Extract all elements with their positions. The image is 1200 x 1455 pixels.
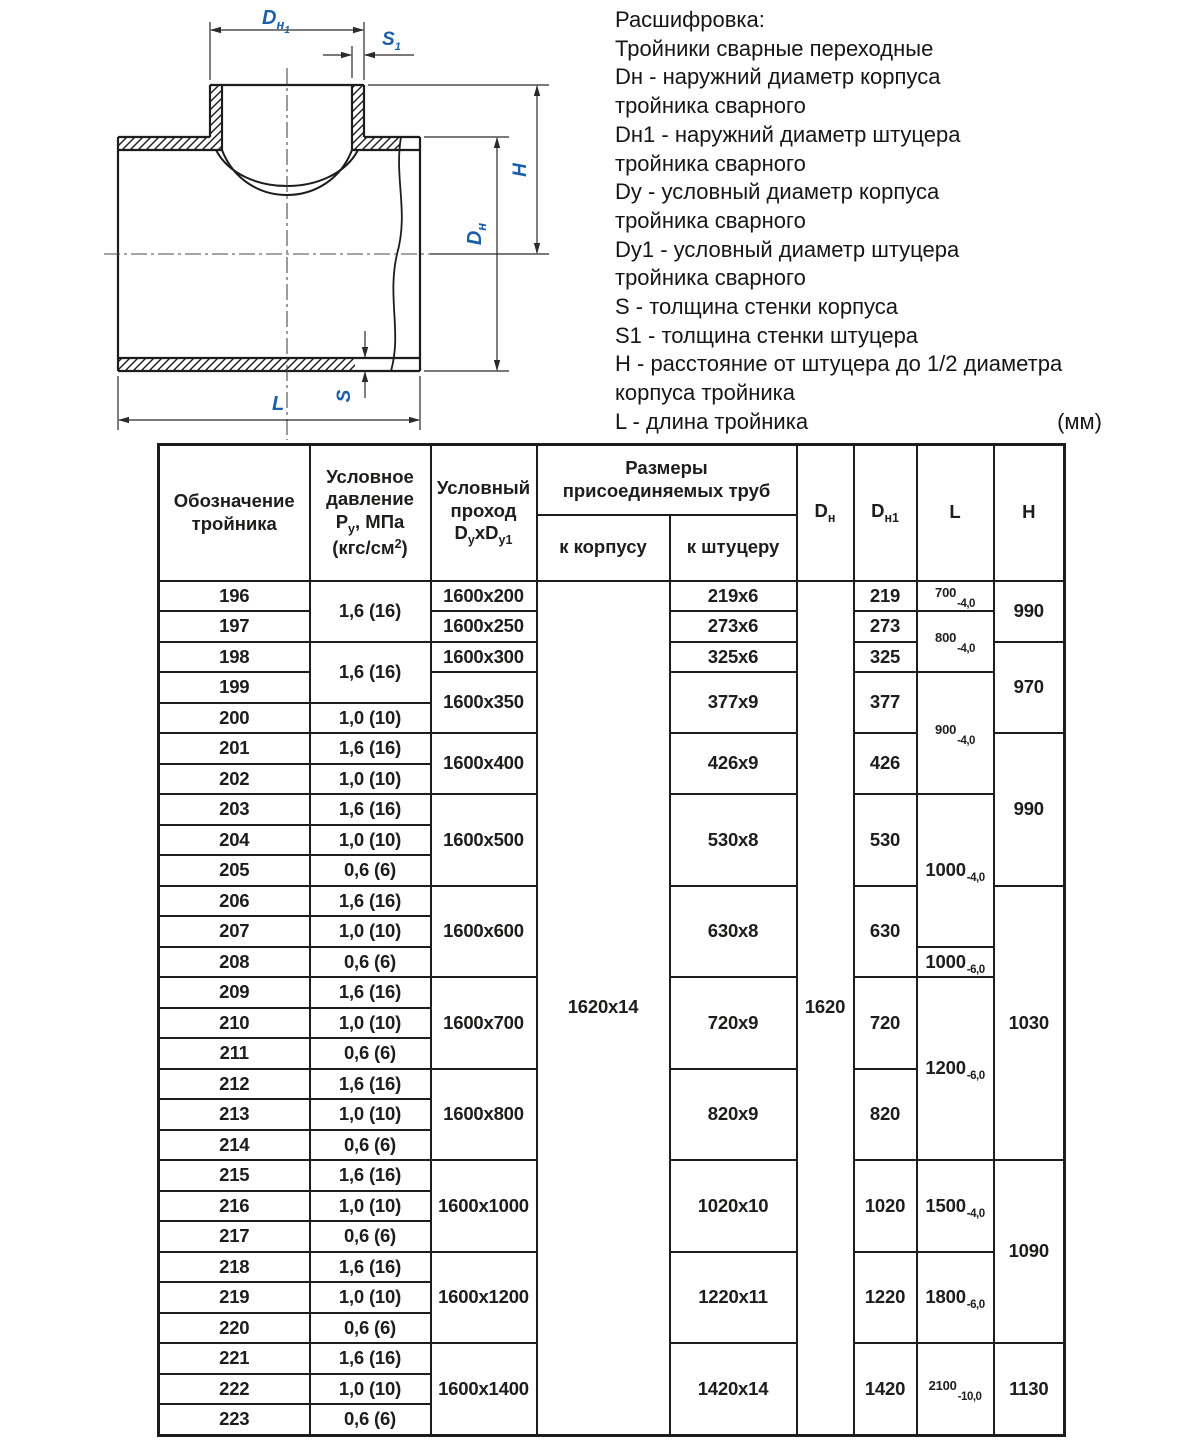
cell-dn1: 1220 bbox=[854, 1252, 917, 1344]
l-label: L bbox=[272, 393, 285, 415]
legend bbox=[615, 6, 1102, 437]
cell-py: 1,0 (10) bbox=[310, 1374, 431, 1405]
dn1-label: $D_{н1}$ bbox=[262, 7, 290, 36]
cell-py: 0,6 (6) bbox=[310, 947, 431, 978]
cell-dn1: 273 bbox=[854, 611, 917, 642]
cell-py: 0,6 (6) bbox=[310, 1313, 431, 1344]
cell-l: $1800_{-6,0}$ bbox=[917, 1252, 994, 1344]
cell-l: $1200_{-6,0}$ bbox=[917, 977, 994, 1160]
cell-dn1: 1420 bbox=[854, 1343, 917, 1435]
cell-dn1: 377 bbox=[854, 672, 917, 733]
cell-ks: 1020x10 bbox=[670, 1160, 797, 1252]
s1-label: $S_1$ bbox=[382, 29, 401, 53]
cell-py: 1,6 (16) bbox=[310, 794, 431, 825]
dim-s1 bbox=[323, 29, 414, 78]
cell-py: 1,6 (16) bbox=[310, 1252, 431, 1283]
h-label: H bbox=[510, 163, 531, 177]
cell-dn1: 820 bbox=[854, 1069, 917, 1161]
legend-line: Dн - наружний диаметр корпуса bbox=[615, 64, 941, 90]
cell-h: 1090 bbox=[994, 1160, 1065, 1343]
cell-dn1: 426 bbox=[854, 733, 917, 794]
cell-dn1: 1020 bbox=[854, 1160, 917, 1252]
cell-py: 1,0 (10) bbox=[310, 1008, 431, 1039]
cell-designation: 223 bbox=[159, 1404, 310, 1435]
header-to-branch: к штуцеру bbox=[670, 515, 797, 581]
cell-designation: 218 bbox=[159, 1252, 310, 1283]
cell-designation: 202 bbox=[159, 764, 310, 795]
cell-l: $^{800}_{-4,0}$ bbox=[917, 611, 994, 672]
cell-designation: 207 bbox=[159, 916, 310, 947]
dim-h bbox=[368, 85, 549, 254]
cell-l: $1000_{-6,0}$ bbox=[917, 947, 994, 978]
cell-l: $^{700}_{-4,0}$ bbox=[917, 581, 994, 612]
cell-designation: 210 bbox=[159, 1008, 310, 1039]
header-to-body: к корпусу bbox=[537, 515, 670, 581]
cell-dy: 1600x300 bbox=[431, 642, 537, 673]
cell-dn: 1620 bbox=[797, 581, 854, 1436]
cell-ks: 219x6 bbox=[670, 581, 797, 612]
dim-l bbox=[118, 376, 420, 430]
cell-py: 1,0 (10) bbox=[310, 916, 431, 947]
cell-l: $1000_{-4,0}$ bbox=[917, 794, 994, 947]
cell-designation: 198 bbox=[159, 642, 310, 673]
cell-l: $1500_{-4,0}$ bbox=[917, 1160, 994, 1252]
legend-l-text: L - длина тройника bbox=[615, 408, 809, 434]
hatching bbox=[118, 85, 400, 371]
cell-py: 1,0 (10) bbox=[310, 764, 431, 795]
cell-designation: 205 bbox=[159, 855, 310, 886]
cell-h: 1030 bbox=[994, 886, 1065, 1161]
cell-l: $^{2100}_{-10,0}$ bbox=[917, 1343, 994, 1435]
legend-line bbox=[615, 408, 1102, 437]
cell-py: 1,0 (10) bbox=[310, 1282, 431, 1313]
legend-line: тройника сварного bbox=[615, 265, 806, 291]
legend-line: Dy1 - условный диаметр штуцера bbox=[615, 236, 960, 262]
cell-ks: 1420x14 bbox=[670, 1343, 797, 1435]
cell-h: 990 bbox=[994, 733, 1065, 886]
legend-line: Dн1 - наружний диаметр штуцера bbox=[615, 121, 961, 147]
header-h: H bbox=[994, 445, 1065, 581]
cell-ks: 377x9 bbox=[670, 672, 797, 733]
cell-designation: 203 bbox=[159, 794, 310, 825]
legend-line: S - толщина стенки корпуса bbox=[615, 294, 899, 320]
legend-line: Dy - условный диаметр корпуса bbox=[615, 179, 940, 205]
cell-py: 1,6 (16) bbox=[310, 886, 431, 917]
legend-line: Расшифровка: bbox=[615, 7, 765, 32]
legend-line: тройника сварного bbox=[615, 150, 806, 176]
header-dn1: $D_{н1}$ bbox=[854, 445, 917, 581]
legend-line: H - расстояние от штуцера до 1/2 диаметра bbox=[615, 351, 1063, 377]
legend-line: тройника сварного bbox=[615, 207, 806, 233]
header-pressure: Условное давление $P_у$, МПа $(кгс/см^2)$ bbox=[310, 445, 431, 581]
cell-py: 1,6 (16) bbox=[310, 1343, 431, 1374]
cell-h: 1130 bbox=[994, 1343, 1065, 1435]
cell-py: 1,0 (10) bbox=[310, 703, 431, 734]
dn-label: $D_н$ bbox=[464, 222, 489, 246]
cell-h: 990 bbox=[994, 581, 1065, 642]
header-l: L bbox=[917, 445, 994, 581]
cell-py: 1,0 (10) bbox=[310, 1099, 431, 1130]
cell-py: 1,6 (16) bbox=[310, 1160, 431, 1191]
table-row bbox=[159, 581, 1065, 612]
cell-dy: 1600x700 bbox=[431, 977, 537, 1069]
cell-py: 0,6 (6) bbox=[310, 1038, 431, 1069]
cell-designation: 217 bbox=[159, 1221, 310, 1252]
cell-dy: 1600x1000 bbox=[431, 1160, 537, 1252]
cell-designation: 220 bbox=[159, 1313, 310, 1344]
cell-py: 1,0 (10) bbox=[310, 825, 431, 856]
cell-designation: 212 bbox=[159, 1069, 310, 1100]
cell-kk: 1620x14 bbox=[537, 581, 670, 1436]
cell-py: 1,6 (16) bbox=[310, 733, 431, 764]
header-dn: $D_н$ bbox=[797, 445, 854, 581]
cell-py: 0,6 (6) bbox=[310, 1404, 431, 1435]
cell-dy: 1600x1200 bbox=[431, 1252, 537, 1344]
cell-designation: 204 bbox=[159, 825, 310, 856]
cell-designation: 215 bbox=[159, 1160, 310, 1191]
s-label: S bbox=[334, 389, 355, 403]
legend-line: S1 - толщина стенки штуцера bbox=[615, 322, 919, 348]
cell-dy: 1600x600 bbox=[431, 886, 537, 978]
tee-drawing-container bbox=[0, 0, 560, 450]
cell-designation: 196 bbox=[159, 581, 310, 612]
cell-designation: 219 bbox=[159, 1282, 310, 1313]
cell-designation: 200 bbox=[159, 703, 310, 734]
cell-py: 0,6 (6) bbox=[310, 1130, 431, 1161]
cell-py: 1,6 (16) bbox=[310, 1069, 431, 1100]
cell-h: 970 bbox=[994, 642, 1065, 734]
legend-line: Тройники сварные переходные bbox=[615, 35, 934, 61]
cell-dy: 1600x800 bbox=[431, 1069, 537, 1161]
legend-line: тройника сварного bbox=[615, 93, 806, 119]
header-pipe-sizes-group: Размеры присоединяемых труб bbox=[537, 445, 797, 515]
cell-ks: 1220x11 bbox=[670, 1252, 797, 1344]
cell-designation: 221 bbox=[159, 1343, 310, 1374]
cell-dn1: 630 bbox=[854, 886, 917, 978]
cell-py: 1,6 (16) bbox=[310, 581, 431, 642]
cell-ks: 530x8 bbox=[670, 794, 797, 886]
cell-ks: 630x8 bbox=[670, 886, 797, 978]
cell-designation: 197 bbox=[159, 611, 310, 642]
cell-designation: 201 bbox=[159, 733, 310, 764]
header-designation: Обозначение тройника bbox=[159, 445, 310, 581]
cell-designation: 214 bbox=[159, 1130, 310, 1161]
cell-py: 0,6 (6) bbox=[310, 1221, 431, 1252]
cell-ks: 820x9 bbox=[670, 1069, 797, 1161]
cell-designation: 211 bbox=[159, 1038, 310, 1069]
top-section bbox=[0, 0, 1200, 443]
cell-dn1: 325 bbox=[854, 642, 917, 673]
cell-dy: 1600x400 bbox=[431, 733, 537, 794]
cell-ks: 720x9 bbox=[670, 977, 797, 1069]
cell-designation: 209 bbox=[159, 977, 310, 1008]
cell-dn1: 219 bbox=[854, 581, 917, 612]
cell-dy: 1600x200 bbox=[431, 581, 537, 612]
cell-dy: 1600x1400 bbox=[431, 1343, 537, 1435]
cell-py: 0,6 (6) bbox=[310, 855, 431, 886]
cell-ks: 273x6 bbox=[670, 611, 797, 642]
cell-py: 1,6 (16) bbox=[310, 642, 431, 703]
cell-designation: 222 bbox=[159, 1374, 310, 1405]
cell-py: 1,6 (16) bbox=[310, 977, 431, 1008]
cell-designation: 206 bbox=[159, 886, 310, 917]
spec-table bbox=[157, 443, 1066, 1437]
cell-dy: 1600x350 bbox=[431, 672, 537, 733]
legend-units: (мм) bbox=[1057, 408, 1102, 434]
cell-designation: 199 bbox=[159, 672, 310, 703]
tee-drawing bbox=[0, 0, 560, 445]
cell-designation: 216 bbox=[159, 1191, 310, 1222]
header-bore: Условный проход $D_уxD_{у1}$ bbox=[431, 445, 537, 581]
cell-designation: 208 bbox=[159, 947, 310, 978]
cell-dy: 1600x500 bbox=[431, 794, 537, 886]
cell-ks: 325x6 bbox=[670, 642, 797, 673]
centerlines bbox=[104, 68, 448, 440]
cell-l: $^{900}_{-4,0}$ bbox=[917, 672, 994, 794]
cell-dy: 1600x250 bbox=[431, 611, 537, 642]
cell-dn1: 720 bbox=[854, 977, 917, 1069]
cell-ks: 426x9 bbox=[670, 733, 797, 794]
cell-dn1: 530 bbox=[854, 794, 917, 886]
cell-designation: 213 bbox=[159, 1099, 310, 1130]
legend-line: корпуса тройника bbox=[615, 380, 795, 406]
table-body bbox=[159, 581, 1065, 1436]
cell-py: 1,0 (10) bbox=[310, 1191, 431, 1222]
